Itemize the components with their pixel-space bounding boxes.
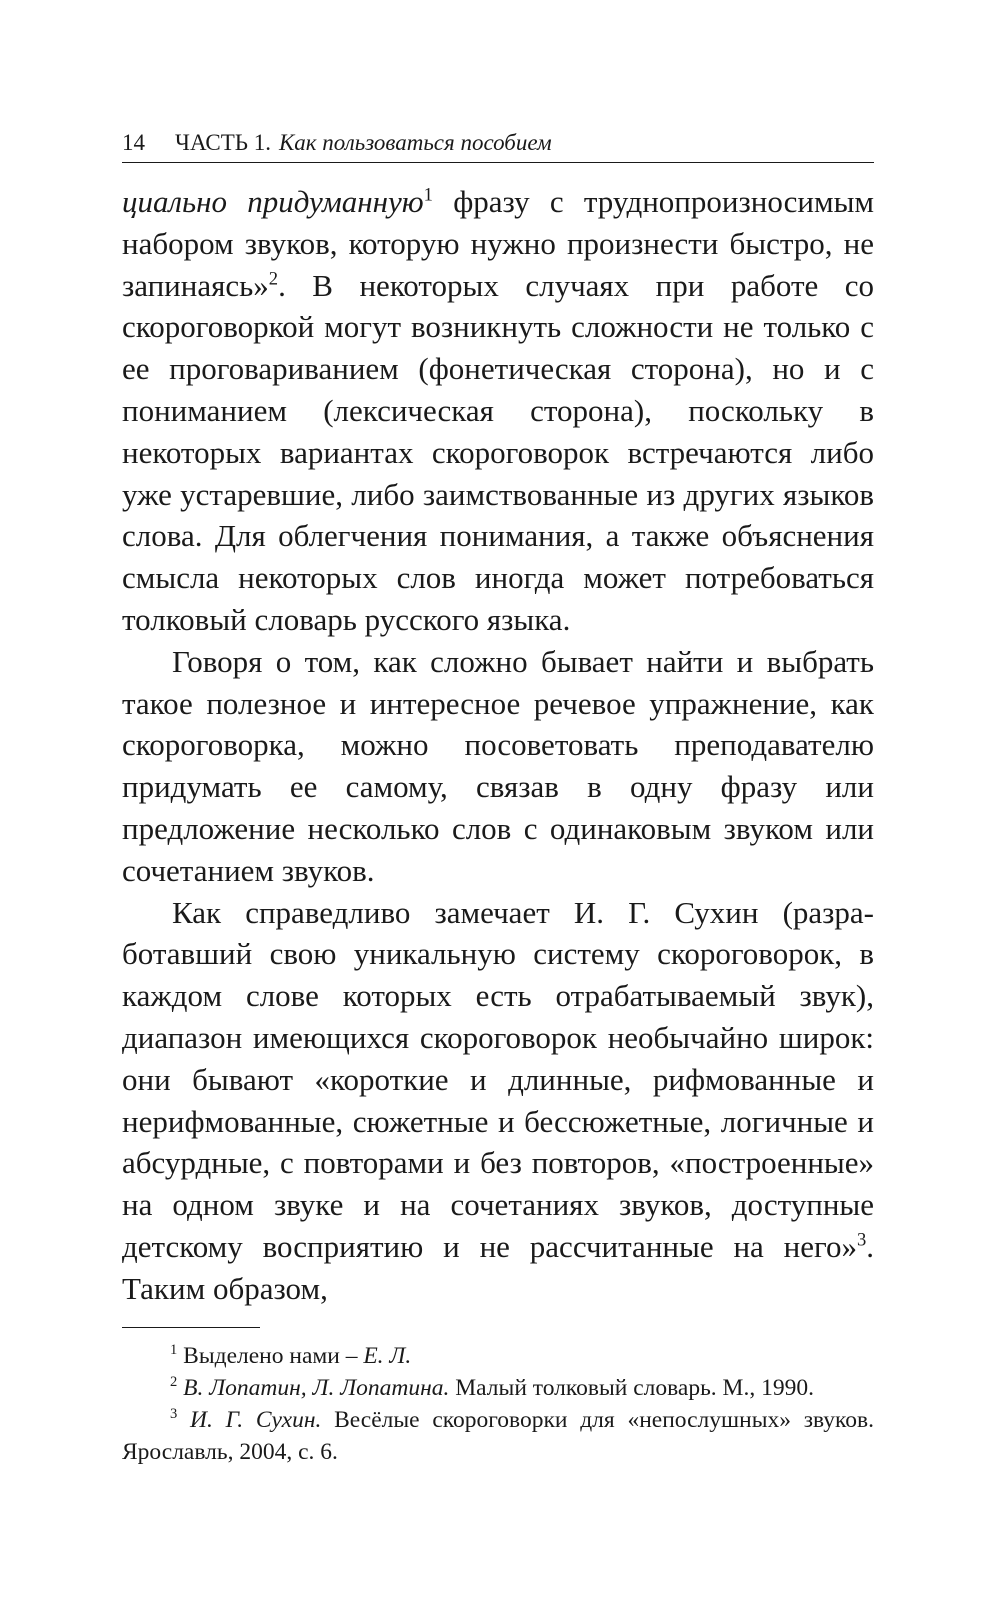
page-number: 14 bbox=[122, 130, 145, 155]
footnote-tail: Малый толковый словарь. М., 1990. bbox=[449, 1374, 814, 1401]
main-text bbox=[122, 181, 874, 1310]
running-head bbox=[122, 128, 874, 163]
paragraph-1 bbox=[122, 181, 874, 641]
footnote-mark: 1 bbox=[170, 1341, 178, 1358]
paragraph-1-text-a: фразу с труднопроизносимым набором звуков, которую нужно произнести быстро, не запинаясь» bbox=[122, 184, 875, 303]
chapter-title: Как пользоваться пособием bbox=[279, 130, 552, 155]
footnote-mark: 3 bbox=[170, 1405, 178, 1422]
paragraph-3-text: Как справедливо замечает И. Г. Сухин (разработавший свою уникальную систему скороговорок, в каждом слове которых есть отрабатываемый звук), диапазон имеющихся скороговорок необычайно широк: они бывают «короткие и длинные, рифмованные и нерифмованные, сюжетные и бессюжетные, логичные и абсурдные, с повторами и без повторов, «построенные» на одном звуке и на сочетаниях звуков, доступные детскому восприятию и не рассчитанные на него» bbox=[122, 894, 874, 1264]
footnote-2 bbox=[122, 1372, 874, 1404]
footnote-ref-1: 1 bbox=[423, 184, 433, 206]
footnote-mark: 2 bbox=[170, 1373, 178, 1390]
paragraph-3 bbox=[122, 892, 874, 1310]
paragraph-3-tail: . Таким образом, bbox=[122, 1228, 874, 1306]
paragraph-2: Говоря о том, как сложно бывает найти и выбрать такое полезное и интересное речевое упражнение, как скороговорка, можно посоветовать преподавателю придумать ее самому, связав в одну фразу или предложение несколько слов с одинаковым звуком или сочетанием звуков. bbox=[122, 643, 874, 888]
footnote-italic: Е. Л. bbox=[363, 1342, 412, 1369]
book-page bbox=[122, 128, 874, 1468]
paragraph-1-text-b: . В некоторых случаях при работе со скороговоркой могут возникнуть сложности не только с ее проговариванием (фонетическая сторона), но и с пониманием (лексическая сторона), поскольку в некоторых вариантах скороговорок встречаются либо уже устаревшие, либо заимствованные из других языков слова. Для облегчения понимания, а также объяснения смысла некоторых слов иногда может потребоваться толковый словарь русского языка. bbox=[122, 267, 874, 637]
part-label: ЧАСТЬ 1. bbox=[175, 130, 272, 155]
footnote-ref-2: 2 bbox=[268, 268, 279, 290]
italic-lead: циально придуманную bbox=[122, 184, 424, 219]
footnote-italic: В. Лопатин, Л. Лопатина. bbox=[183, 1374, 450, 1401]
footnote-text: Выделено нами – bbox=[183, 1342, 364, 1369]
footnote-1 bbox=[122, 1340, 874, 1372]
footnote-3 bbox=[122, 1404, 874, 1468]
footnote-italic: И. Г. Сухин. bbox=[190, 1406, 322, 1433]
footnote-tail: Весёлые скороговорки для «непослушных» звуков. Ярославль, 2004, с. 6. bbox=[122, 1406, 875, 1465]
footnote-divider bbox=[122, 1327, 260, 1328]
footnotes bbox=[122, 1340, 874, 1468]
footnote-ref-3: 3 bbox=[856, 1229, 867, 1251]
